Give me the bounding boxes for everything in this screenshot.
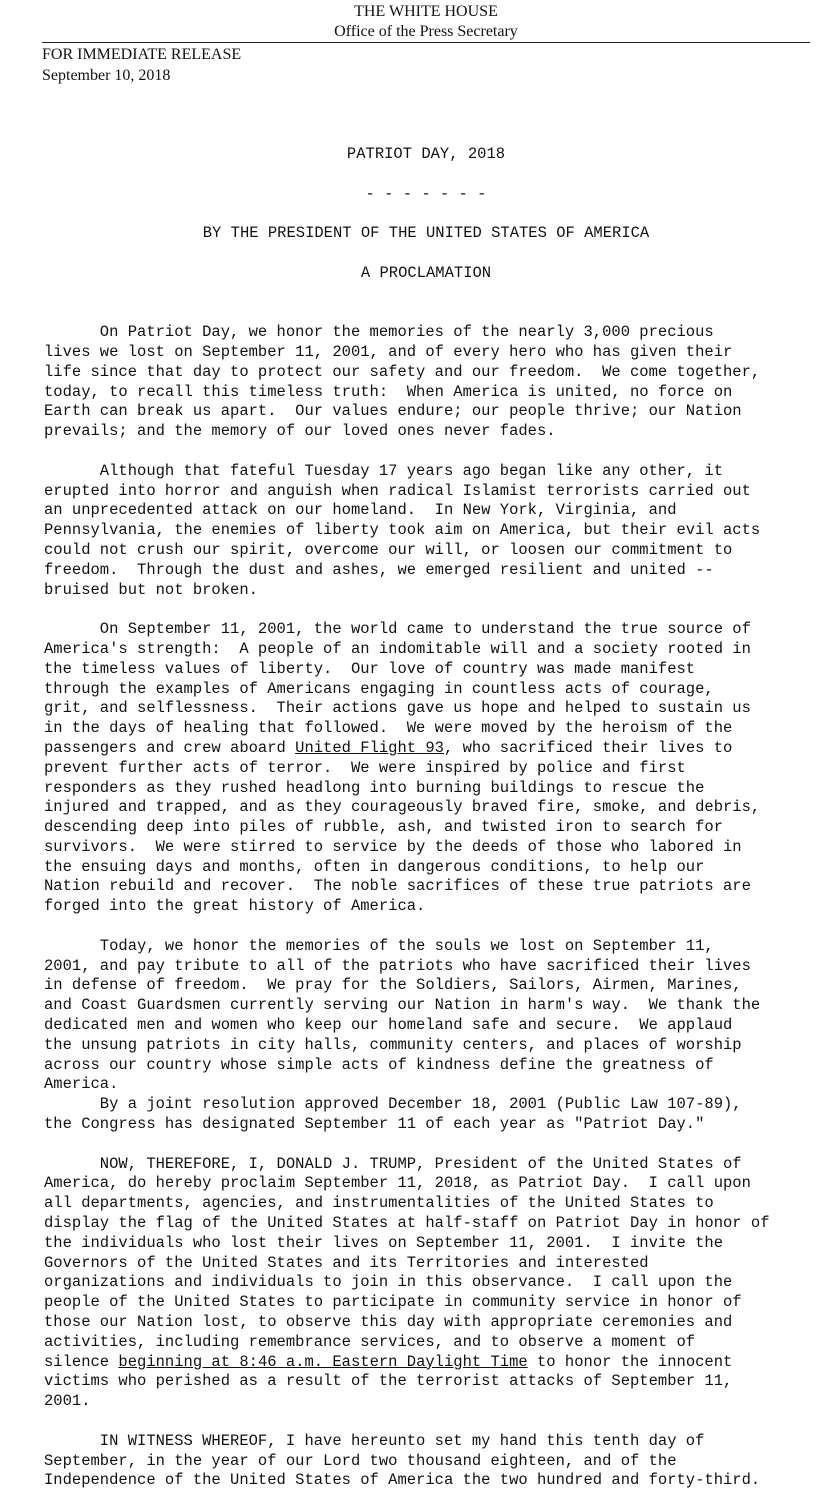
text-line: in defense of freedom. We pray for the Soldiers, Sailors, Airmen, Marines, — [44, 976, 742, 995]
text-line: people of the United States to participate in community service in honor of — [44, 1293, 742, 1312]
org-name: THE WHITE HOUSE — [354, 3, 498, 20]
text-line: grit, and selflessness. Their actions gave us hope and helped to sustain us — [44, 699, 751, 718]
text-line: Although that fateful Tuesday 17 years ago began like any other, it — [44, 461, 724, 480]
text-line: Today, we honor the memories of the souls we lost on September 11, — [44, 936, 714, 955]
text-line: erupted into horror and anguish when radical Islamist terrorists carried out — [44, 481, 751, 500]
text-line: Governors of the United States and its Territories and interested — [44, 1253, 649, 1272]
eastern-daylight-time-link[interactable]: beginning at 8:46 a.m. Eastern Daylight Time — [118, 1352, 528, 1371]
paragraph-5 — [44, 1155, 824, 1412]
text-line: life since that day to protect our safety and our freedom. We come together, — [44, 362, 761, 381]
text-line: Independence of the United States of America the two hundred and forty-third. — [44, 1471, 761, 1490]
text-line: On September 11, 2001, the world came to understand the true source of — [44, 620, 751, 639]
text-line: injured and trapped, and as they courageously braved fire, smoke, and debris, — [44, 798, 761, 817]
text-line: across our country whose simple acts of kindness define the greatness of — [44, 1055, 714, 1074]
text-fragment: , who sacrificed their lives to — [443, 738, 733, 757]
text-line: organizations and individuals to join in this observance. I call upon the — [44, 1273, 733, 1292]
proclamation-body — [44, 145, 824, 1491]
text-line: display the flag of the United States at half-staff on Patriot Day in honor of — [44, 1214, 770, 1233]
text-line: Earth can break us apart. Our values endure; our people thrive; our Nation — [44, 402, 742, 421]
text-fragment: to honor the innocent — [527, 1352, 733, 1371]
title-separator: - - - - - - - — [365, 184, 487, 203]
text-line: the ensuing days and months, often in dangerous conditions, to help our — [44, 857, 705, 876]
text-line: responders as they rushed headlong into burning buildings to rescue the — [44, 778, 705, 797]
text-line-with-link — [44, 739, 824, 759]
paragraph-2 — [44, 462, 824, 601]
text-line: By a joint resolution approved December 18, 2001 (Public Law 107-89), — [44, 1095, 742, 1114]
united-flight-93-link[interactable]: United Flight 93 — [295, 738, 444, 757]
text-line: America's strength: A people of an indomitable will and a society rooted in — [44, 639, 751, 658]
text-line-with-link — [44, 1353, 824, 1373]
text-line: forged into the great history of America. — [44, 897, 426, 916]
text-line: activities, including remembrance services, and to observe a moment of — [44, 1332, 696, 1351]
text-line: today, to recall this timeless truth: When America is united, no force on — [44, 382, 733, 401]
office-name: Office of the Press Secretary — [334, 23, 518, 40]
proclamation-title: PATRIOT DAY, 2018 — [346, 145, 506, 163]
release-label: FOR IMMEDIATE RELEASE — [42, 46, 242, 63]
text-line: in the days of healing that followed. We were moved by the heroism of the — [44, 719, 733, 738]
text-line: IN WITNESS WHEREOF, I have hereunto set my hand this tenth day of — [44, 1431, 705, 1450]
text-line: America. — [44, 1075, 119, 1094]
text-line: the unsung patriots in city halls, community centers, and places of worship — [44, 1035, 742, 1054]
text-line: bruised but not broken. — [44, 580, 258, 599]
text-line: the individuals who lost their lives on September 11, 2001. I invite the — [44, 1233, 724, 1252]
text-line: America, do hereby proclaim September 11, 2018, as Patriot Day. I call upon — [44, 1174, 751, 1193]
text-line: all departments, agencies, and instrumentalities of the United States to — [44, 1194, 714, 1213]
text-line: lives we lost on September 11, 2001, and of every hero who has given their — [44, 342, 733, 361]
release-date: September 10, 2018 — [42, 67, 171, 84]
text-line: On Patriot Day, we honor the memories of the nearly 3,000 precious — [44, 323, 714, 342]
paragraph-4 — [44, 937, 824, 1135]
text-line: could not crush our spirit, overcome our will, or loosen our commitment to — [44, 540, 733, 559]
paragraph-6 — [44, 1432, 824, 1491]
text-line: Pennsylvania, the enemies of liberty took aim on America, but their evil acts — [44, 521, 761, 540]
proclamation-subtitle: A PROCLAMATION — [360, 263, 492, 282]
byline: BY THE PRESIDENT OF THE UNITED STATES OF AMERICA — [202, 224, 650, 243]
text-line: NOW, THEREFORE, I, DONALD J. TRUMP, President of the United States of — [44, 1154, 742, 1173]
text-line: 2001. — [44, 1392, 91, 1411]
text-fragment: passengers and crew aboard — [44, 738, 296, 757]
text-line: descending deep into piles of rubble, ash, and twisted iron to search for — [44, 818, 724, 837]
text-line: those our Nation lost, to observe this day with appropriate ceremonies and — [44, 1313, 733, 1332]
text-line: prevent further acts of terror. We were inspired by police and first — [44, 758, 686, 777]
text-line: 2001, and pay tribute to all of the patriots who have sacrificed their lives — [44, 956, 751, 975]
text-line: dedicated men and women who keep our homeland safe and secure. We applaud — [44, 1016, 733, 1035]
text-line: victims who perished as a result of the terrorist attacks of September 11, — [44, 1372, 733, 1391]
text-fragment: silence — [44, 1352, 119, 1371]
text-line: September, in the year of our Lord two thousand eighteen, and of the — [44, 1451, 677, 1470]
text-line: Nation rebuild and recover. The noble sacrifices of these true patriots are — [44, 877, 751, 896]
text-line: freedom. Through the dust and ashes, we emerged resilient and united -- — [44, 560, 714, 579]
text-line: the timeless values of liberty. Our love of country was made manifest — [44, 659, 696, 678]
text-line: the Congress has designated September 11 of each year as "Patriot Day." — [44, 1115, 705, 1134]
text-line: through the examples of Americans engaging in countless acts of courage, — [44, 679, 714, 698]
header-divider — [42, 42, 810, 43]
text-line: survivors. We were stirred to service by the deeds of those who labored in — [44, 837, 742, 856]
paragraph-3 — [44, 620, 824, 917]
text-line: and Coast Guardsmen currently serving our Nation in harm's way. We thank the — [44, 996, 761, 1015]
text-line: prevails; and the memory of our loved ones never fades. — [44, 422, 556, 441]
paragraph-1 — [44, 323, 824, 442]
text-line: an unprecedented attack on our homeland. In New York, Virginia, and — [44, 501, 677, 520]
